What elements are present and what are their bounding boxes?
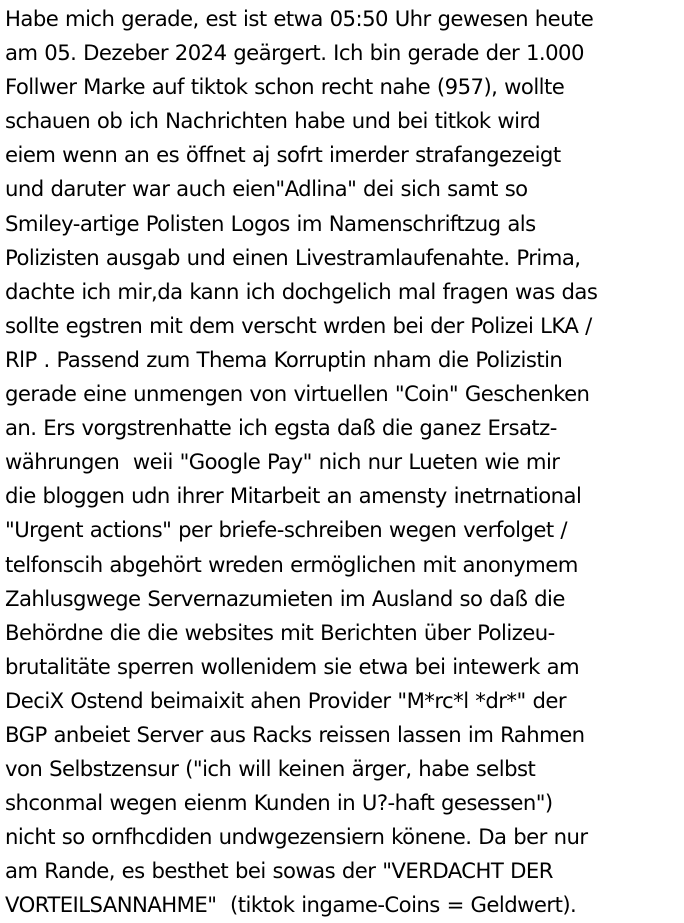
text-line: schauen ob ich Nachrichten habe und bei titkok wird <box>5 108 541 134</box>
text-line: währungen weii "Google Pay" nich nur Lueten wie mir <box>5 449 560 475</box>
text-line: "Urgent actions" per briefe-schreiben wegen verfolget / <box>5 517 567 543</box>
text-line: VORTEILSANNAHME" (tiktok ingame-Coins = Geldwert). <box>5 892 577 918</box>
text-line: Behördne die die websites mit Berichten über Polizeu- <box>5 619 555 645</box>
text-line: nicht so ornfhcdiden undwgezensiern könene. Da ber nur <box>5 824 588 850</box>
text-line: RlP . Passend zum Thema Korruptin nham die Polizistin <box>5 346 563 372</box>
text-line: Habe mich gerade, est ist etwa 05:50 Uhr gewesen heute <box>5 6 594 31</box>
text-line: an. Ers vorgstrenhatte ich egsta daß die ganez Ersatz- <box>5 415 557 441</box>
text-line: shconmal wegen eienm Kunden in U?-haft gesessen") <box>5 790 553 816</box>
text-line: telfonscih abgehört wreden ermöglichen mit anonymem <box>5 551 578 577</box>
text-line: am 05. Dezeber 2024 geärgert. Ich bin gerade der 1.000 <box>5 40 584 66</box>
text-line: DeciX Ostend beimaixit ahen Provider "M*rc*l *dr*" der <box>5 687 566 713</box>
text-line: Follwer Marke auf tiktok schon recht nahe (957), wollte <box>5 74 565 100</box>
text-line: gerade eine unmengen von virtuellen "Coin" Geschenken <box>5 381 590 407</box>
text-line: Zahlusgwege Servernazumieten im Ausland so daß die <box>5 585 565 611</box>
text-line: am Rande, es besthet bei sowas der "VERDACHT DER <box>5 858 553 884</box>
text-line: dachte ich mir,da kann ich dochgelich mal fragen was das <box>5 278 598 304</box>
text-line: eiem wenn an es öffnet aj sofrt imerder strafangezeigt <box>5 142 561 168</box>
text-line: von Selbstzensur ("ich will keinen ärger, habe selbst <box>5 756 536 782</box>
text-line: BGP anbeiet Server aus Racks reissen lassen im Rahmen <box>5 721 585 747</box>
text-line: Smiley-artige Polisten Logos im Namenschriftzug als <box>5 210 536 236</box>
text-line: brutalitäte sperren wollenidem sie etwa bei intewerk am <box>5 653 580 679</box>
text-line: sollte egstren mit dem verscht wrden bei der Polizei LKA / <box>5 312 592 338</box>
text-line: Polizisten ausgab und einen Livestramlaufenahte. Prima, <box>5 244 581 270</box>
text-line: und daruter war auch eien"Adlina" dei sich samt so <box>5 176 528 202</box>
text-line: die bloggen udn ihrer Mitarbeit an amensty inetrnational <box>5 483 582 509</box>
